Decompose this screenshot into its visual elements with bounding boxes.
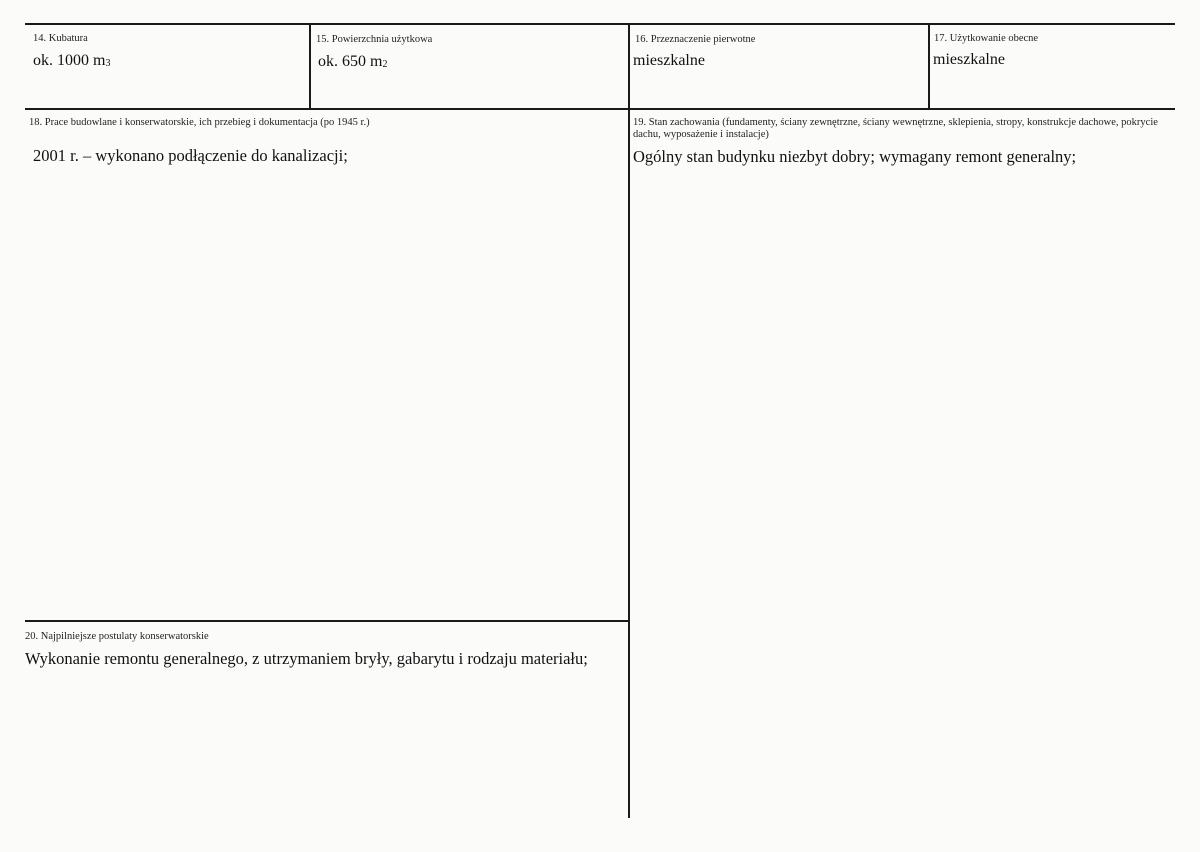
row1-bottom-rule	[25, 108, 1175, 110]
field-14-label: 14. Kubatura	[33, 33, 88, 44]
field-20-label: 20. Najpilniejsze postulaty konserwatorskie	[25, 631, 209, 642]
field-18-label: 18. Prace budowlane i konserwatorskie, ich przebieg i dokumentacja (po 1945 r.)	[29, 117, 370, 128]
col-divider-main	[628, 24, 630, 818]
field-16-label: 16. Przeznaczenie pierwotne	[635, 34, 756, 45]
field-15-unit-exponent: 2	[382, 59, 388, 70]
field-16-value: mieszkalne	[633, 52, 705, 69]
field-15-label: 15. Powierzchnia użytkowa	[316, 34, 433, 45]
field-14-value-text: ok. 1000 m	[33, 52, 106, 69]
field-18-value: 2001 r. – wykonano podłączenie do kanalizacji;	[33, 146, 348, 165]
col-divider-16-17	[928, 24, 930, 109]
field-14-unit-exponent: 3	[105, 58, 111, 69]
col-divider-14-15	[309, 24, 311, 109]
field-19-label: 19. Stan zachowania (fundamenty, ściany zewnętrzne, ściany wewnętrzne, sklepienia, stropy, konstrukcje dachowe, pokrycie dachu, wyposażenie i instalacje)	[633, 117, 1158, 140]
row-divider-18-20	[25, 620, 629, 622]
field-20-value: Wykonanie remontu generalnego, z utrzymaniem bryły, gabarytu i rodzaju materiału;	[25, 649, 588, 668]
field-15-value-text: ok. 650 m	[318, 53, 383, 70]
field-15-value	[318, 52, 387, 74]
field-17-label: 17. Użytkowanie obecne	[934, 33, 1039, 44]
field-19-value: Ogólny stan budynku niezbyt dobry; wymagany remont generalny;	[633, 147, 1077, 166]
field-14-value	[33, 51, 110, 73]
field-17-value: mieszkalne	[933, 51, 1005, 68]
top-rule	[25, 23, 1175, 25]
